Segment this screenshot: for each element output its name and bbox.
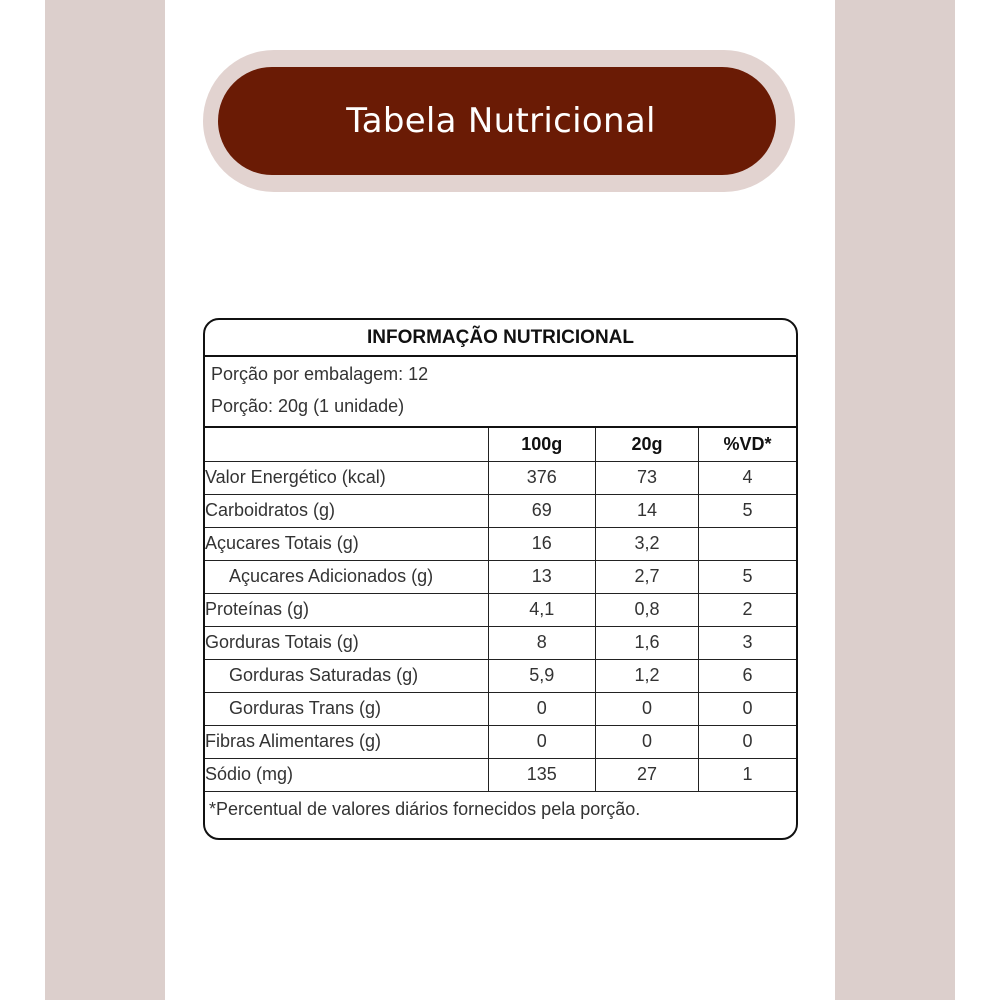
nutrition-table [205, 428, 796, 792]
value-20g: 14 [595, 494, 698, 527]
value-20g: 0 [595, 725, 698, 758]
value-100g: 8 [488, 626, 595, 659]
value-vd: 0 [699, 725, 796, 758]
table-row [205, 758, 796, 791]
value-vd: 5 [699, 494, 796, 527]
table-row [205, 560, 796, 593]
banner-title: Tabela Nutricional [346, 101, 656, 141]
table-row [205, 494, 796, 527]
table-row [205, 659, 796, 692]
value-vd: 4 [699, 461, 796, 494]
nutrient-name: Açucares Adicionados (g) [205, 560, 488, 593]
serving-info [205, 357, 796, 428]
column-header-20g: 20g [595, 428, 698, 461]
nutrient-name: Proteínas (g) [205, 593, 488, 626]
title-banner [218, 67, 776, 175]
column-header-vd: %VD* [699, 428, 796, 461]
value-vd: 2 [699, 593, 796, 626]
value-100g: 5,9 [488, 659, 595, 692]
value-vd: 1 [699, 758, 796, 791]
value-vd: 0 [699, 692, 796, 725]
nutrient-name: Valor Energético (kcal) [205, 461, 488, 494]
nutrient-name: Gorduras Trans (g) [205, 692, 488, 725]
nutrient-name: Gorduras Saturadas (g) [205, 659, 488, 692]
nutrient-name: Gorduras Totais (g) [205, 626, 488, 659]
value-20g: 1,6 [595, 626, 698, 659]
value-100g: 16 [488, 527, 595, 560]
nutrient-name: Sódio (mg) [205, 758, 488, 791]
serving-size: Porção: 20g (1 unidade) [211, 396, 405, 416]
value-20g: 0 [595, 692, 698, 725]
value-vd [699, 527, 796, 560]
table-row [205, 527, 796, 560]
left-side-band [45, 0, 165, 1000]
value-100g: 0 [488, 725, 595, 758]
table-row [205, 626, 796, 659]
nutrition-facts-panel [203, 318, 798, 840]
value-vd: 6 [699, 659, 796, 692]
value-20g: 2,7 [595, 560, 698, 593]
nutrient-name: Fibras Alimentares (g) [205, 725, 488, 758]
value-20g: 0,8 [595, 593, 698, 626]
value-20g: 1,2 [595, 659, 698, 692]
nutrient-name: Carboidratos (g) [205, 494, 488, 527]
table-footnote: *Percentual de valores diários fornecidos pela porção. [209, 798, 641, 819]
nutrient-name: Açucares Totais (g) [205, 527, 488, 560]
value-vd: 3 [699, 626, 796, 659]
value-100g: 135 [488, 758, 595, 791]
right-side-band [835, 0, 955, 1000]
value-100g: 0 [488, 692, 595, 725]
column-header-nutrient [205, 428, 488, 461]
value-100g: 376 [488, 461, 595, 494]
column-header-100g: 100g [488, 428, 595, 461]
table-row [205, 461, 796, 494]
value-100g: 69 [488, 494, 595, 527]
nutrition-heading: INFORMAÇÃO NUTRICIONAL [205, 320, 796, 357]
value-vd: 5 [699, 560, 796, 593]
table-row [205, 692, 796, 725]
table-header-row [205, 428, 796, 461]
value-100g: 4,1 [488, 593, 595, 626]
value-100g: 13 [488, 560, 595, 593]
value-20g: 3,2 [595, 527, 698, 560]
value-20g: 27 [595, 758, 698, 791]
table-row [205, 593, 796, 626]
servings-per-package: Porção por embalagem: 12 [211, 364, 429, 384]
value-20g: 73 [595, 461, 698, 494]
table-row [205, 725, 796, 758]
